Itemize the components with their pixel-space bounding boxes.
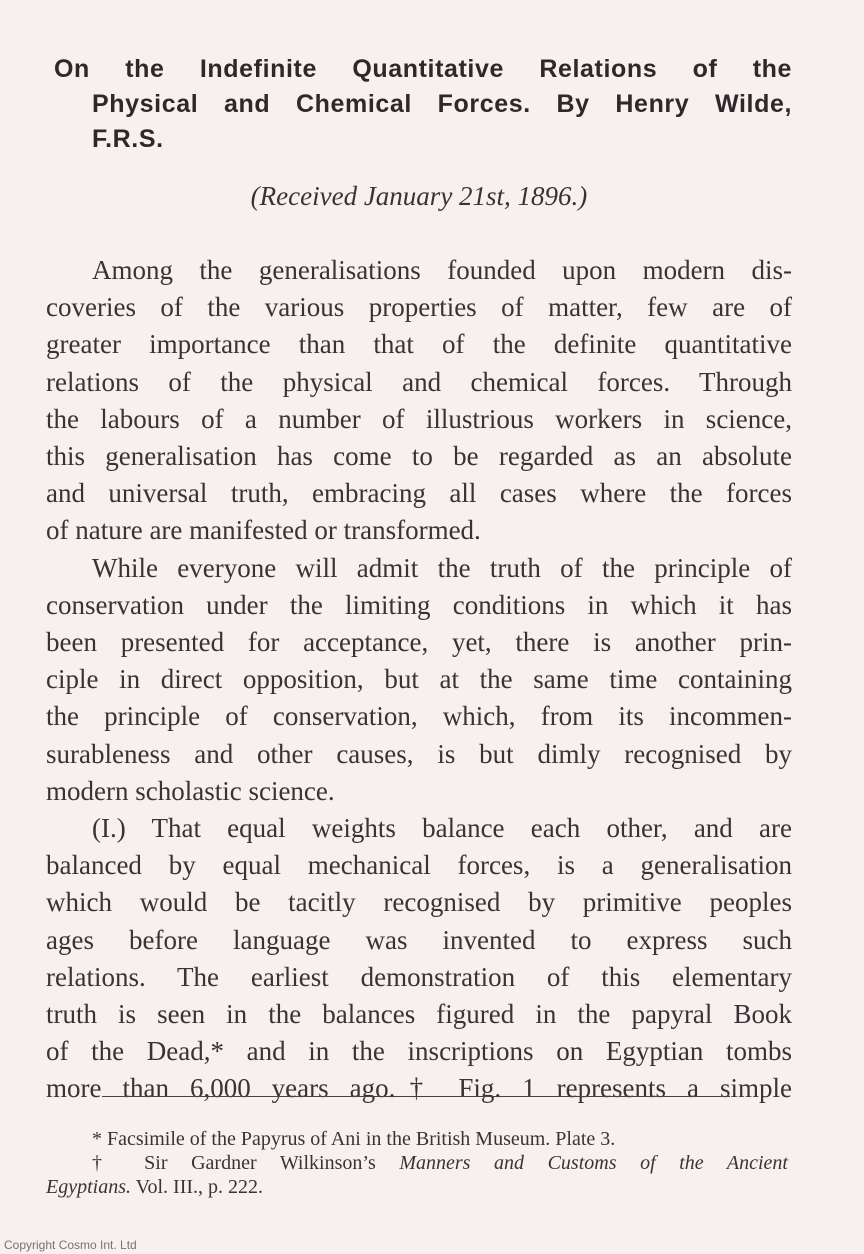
footnote-wilkinson	[46, 1151, 788, 1175]
title-line: On the Indefinite Quantitative Relations of the	[54, 55, 792, 83]
text-line: greater importance than that of the definite quantitative	[46, 329, 792, 360]
title-line: Physical and Chemical Forces. By Henry Wilde,	[92, 90, 792, 118]
text-line: of nature are manifested or transformed.	[46, 515, 481, 546]
title-line: F.R.S.	[92, 125, 164, 153]
text-line: the principle of conservation, which, from its incommen-	[46, 701, 792, 732]
footnote-book-title-end: Egyptians.	[46, 1176, 131, 1198]
text-line: Among the generalisations founded upon modern dis-	[92, 255, 792, 285]
text-line: ciple in direct opposition, but at the same time containing	[46, 664, 792, 695]
footnote-book-title: Manners and Customs of the Ancient	[399, 1152, 788, 1174]
text-line: While everyone will admit the truth of the principle of	[92, 552, 792, 583]
text-line: modern scholastic science.	[46, 775, 335, 806]
text-line: (I.) That equal weights balance each other, and are	[92, 813, 792, 844]
text-line: balanced by equal mechanical forces, is a generalisation	[46, 850, 792, 881]
article-page	[46, 52, 792, 1108]
text-line: been presented for acceptance, yet, there is another prin-	[46, 627, 792, 658]
text-line: the labours of a number of illustrious workers in science,	[46, 403, 792, 434]
text-line: this generalisation has come to be regarded as an absolute	[46, 441, 792, 472]
footnotes	[46, 1096, 788, 1199]
footnote-wilkinson-prefix: † Sir Gardner Wilkinson’s	[92, 1152, 400, 1174]
received-date: (Received January 21st, 1896.)	[250, 181, 588, 211]
text-line: and universal truth, embracing all cases where the forces	[46, 478, 792, 509]
article-body	[46, 252, 792, 1108]
text-line: of the Dead,* and in the inscriptions on Egyptian tombs	[46, 1036, 792, 1067]
footnote-divider	[102, 1096, 730, 1097]
footnote-papyrus: * Facsimile of the Papyrus of Ani in the British Museum. Plate 3.	[92, 1128, 616, 1150]
text-line: conservation under the limiting conditions in which it has	[46, 589, 792, 620]
footnote-volume: Vol. III., p. 222.	[131, 1176, 264, 1198]
copyright-notice: Copyright Cosmo Int. Ltd	[4, 1238, 137, 1252]
text-line: surableness and other causes, is but dimly recognised by	[46, 738, 792, 769]
text-line: coveries of the various properties of matter, few are of	[46, 292, 792, 323]
text-line: more than 6,000 years ago.† Fig. 1 represents a simple	[46, 1073, 792, 1104]
article-title	[46, 52, 792, 157]
paragraph	[46, 810, 792, 1108]
text-line: truth is seen in the balances figured in the papyral Book	[46, 999, 792, 1030]
footnote-wilkinson-continued	[46, 1175, 788, 1199]
text-line: relations of the physical and chemical forces. Through	[46, 366, 792, 397]
text-line: relations. The earliest demonstration of this elementary	[46, 961, 792, 992]
paragraph	[46, 550, 792, 810]
paragraph	[46, 252, 792, 550]
text-line: ages before language was invented to express such	[46, 924, 792, 955]
text-line: which would be tacitly recognised by primitive peoples	[46, 887, 792, 918]
